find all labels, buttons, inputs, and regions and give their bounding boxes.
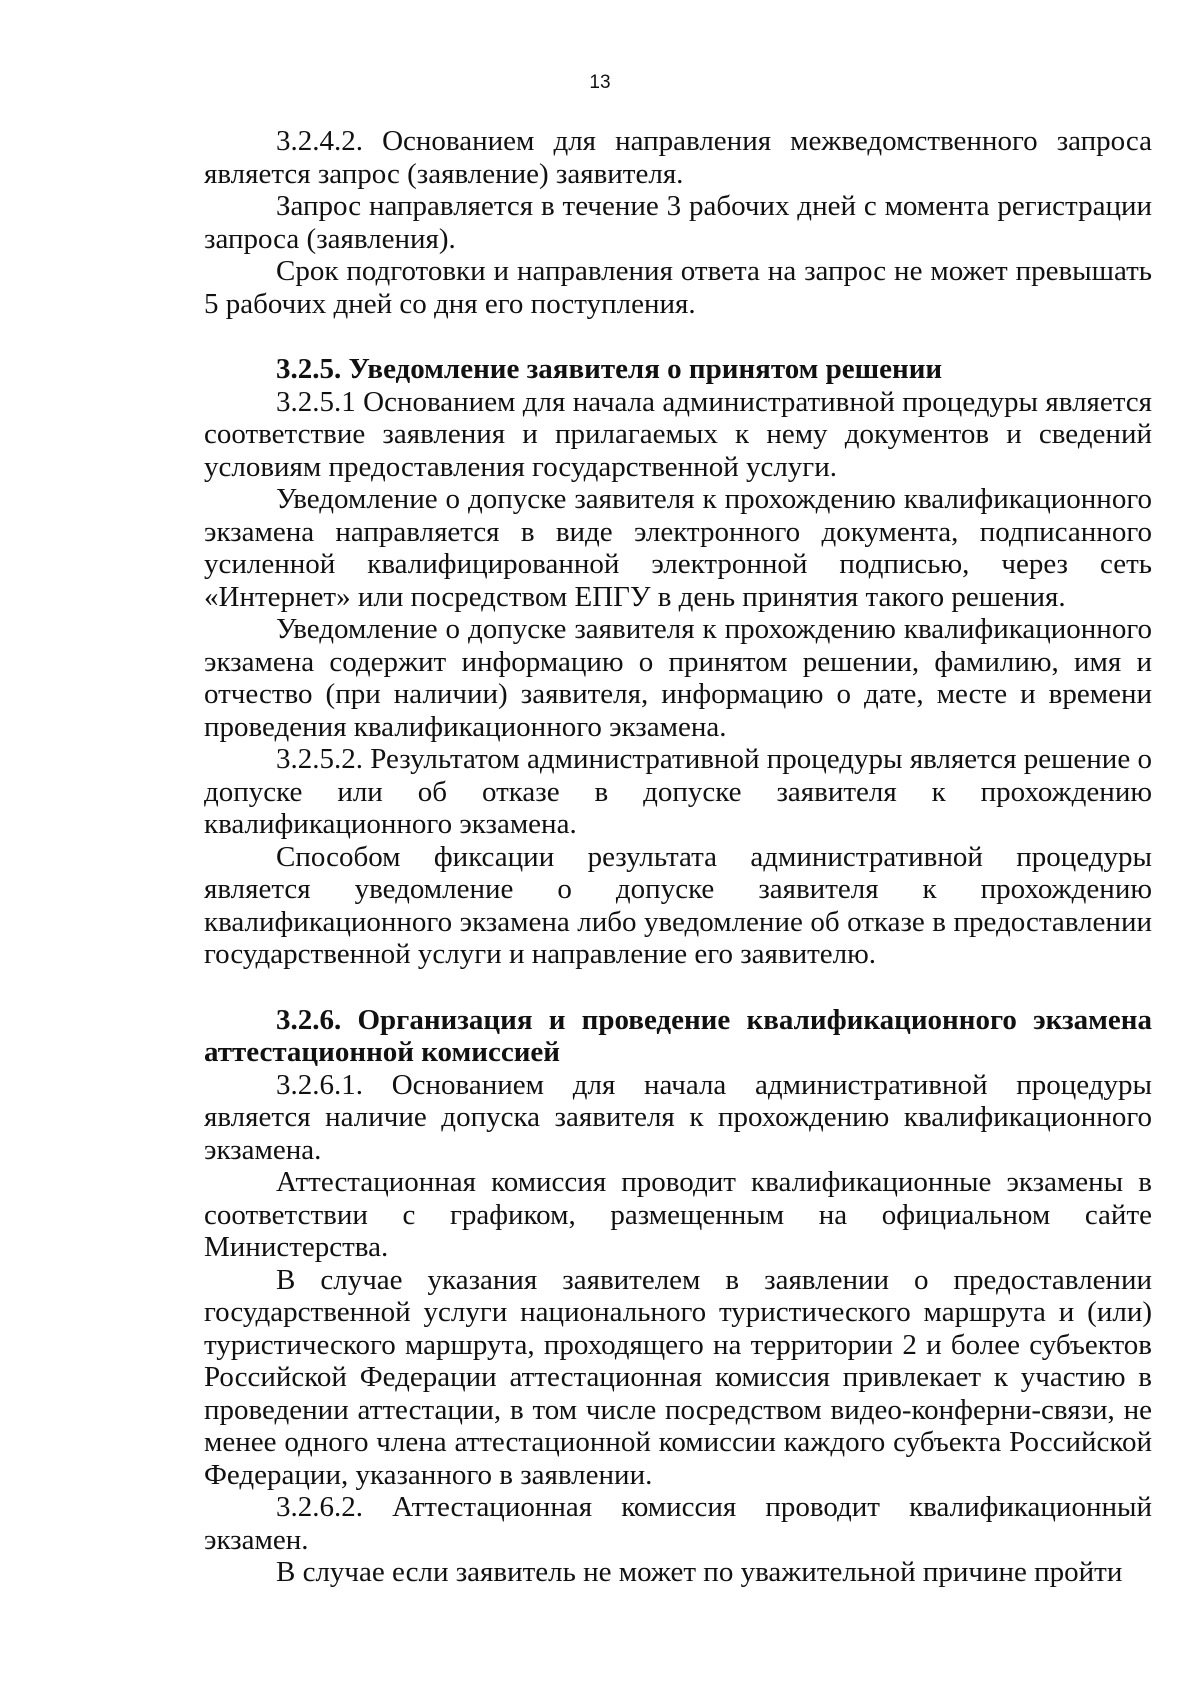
section-heading-3-2-6: 3.2.6. Организация и проведение квалификационного экзамена аттестационной комиссией xyxy=(204,1003,1152,1068)
paragraph-valid-reason: В случае если заявитель не может по уважительной причине пройти xyxy=(276,1556,1123,1588)
document-body xyxy=(204,125,1152,1589)
paragraph-notice-sending: Уведомление о допуске заявителя к прохождению квалификационного экзамена направляется в виде электронного документа, подписанного усиленной квалифицированной электронной подписью, через сеть «Интернет» или посредством ЕПГУ в день принятия такого решения. xyxy=(204,483,1152,613)
paragraph-multi-region-route: В случае указания заявителем в заявлении о предоставлении государственной услуги национального туристического маршрута и (или) туристического маршрута, проходящего на территории 2 и более субъектов Российской Федерации аттестационная комиссия привлекает к участию в проведении аттестации, в том числе посредством видео-конферни-связи, не менее одного члена аттестационной комиссии каждого субъекта Российской Федерации, указанного в заявлении. xyxy=(204,1263,1152,1491)
section-heading-3-2-5: 3.2.5. Уведомление заявителя о принятом решении xyxy=(276,353,943,385)
paragraph-request-deadline: Запрос направляется в течение 3 рабочих дней с момента регистрации запроса (заявления). xyxy=(204,190,1152,255)
paragraph-response-deadline: Срок подготовки и направления ответа на запрос не может превышать 5 рабочих дней со дня его поступления. xyxy=(204,255,1152,320)
paragraph-exam-schedule: Аттестационная комиссия проводит квалификационные экзамены в соответствии с графиком, размещенным на официальном сайте Министерства. xyxy=(204,1166,1152,1263)
section-spacer xyxy=(204,971,1152,1004)
paragraph-result-fixation: Способом фиксации результата административной процедуры является уведомление о допуске заявителя к прохождению квалификационного экзамена либо уведомление об отказе в предоставлении государственной услуги и направление его заявителю. xyxy=(204,840,1152,970)
section-spacer xyxy=(204,320,1152,353)
paragraph-3-2-6-2: 3.2.6.2. Аттестационная комиссия проводит квалификационный экзамен. xyxy=(204,1491,1152,1556)
paragraph-notice-content: Уведомление о допуске заявителя к прохождению квалификационного экзамена содержит информацию о принятом решении, фамилию, имя и отчество (при наличии) заявителя, информацию о дате, месте и времени проведения квалификационного экзамена. xyxy=(204,613,1152,743)
paragraph-3-2-4-2: 3.2.4.2. Основанием для направления межведомственного запроса является запрос (заявление) заявителя. xyxy=(204,125,1152,190)
paragraph-3-2-5-1: 3.2.5.1 Основанием для начала административной процедуры является соответствие заявления и прилагаемых к нему документов и сведений условиям предоставления государственной услуги. xyxy=(204,385,1152,483)
paragraph-3-2-6-1: 3.2.6.1. Основанием для начала административной процедуры является наличие допуска заявителя к прохождению квалификационного экзамена. xyxy=(204,1068,1152,1166)
page-number: 13 xyxy=(589,72,611,93)
paragraph-3-2-5-2: 3.2.5.2. Результатом административной процедуры является решение о допуске или об отказе в допуске заявителя к прохождению квалификационного экзамена. xyxy=(204,743,1152,840)
